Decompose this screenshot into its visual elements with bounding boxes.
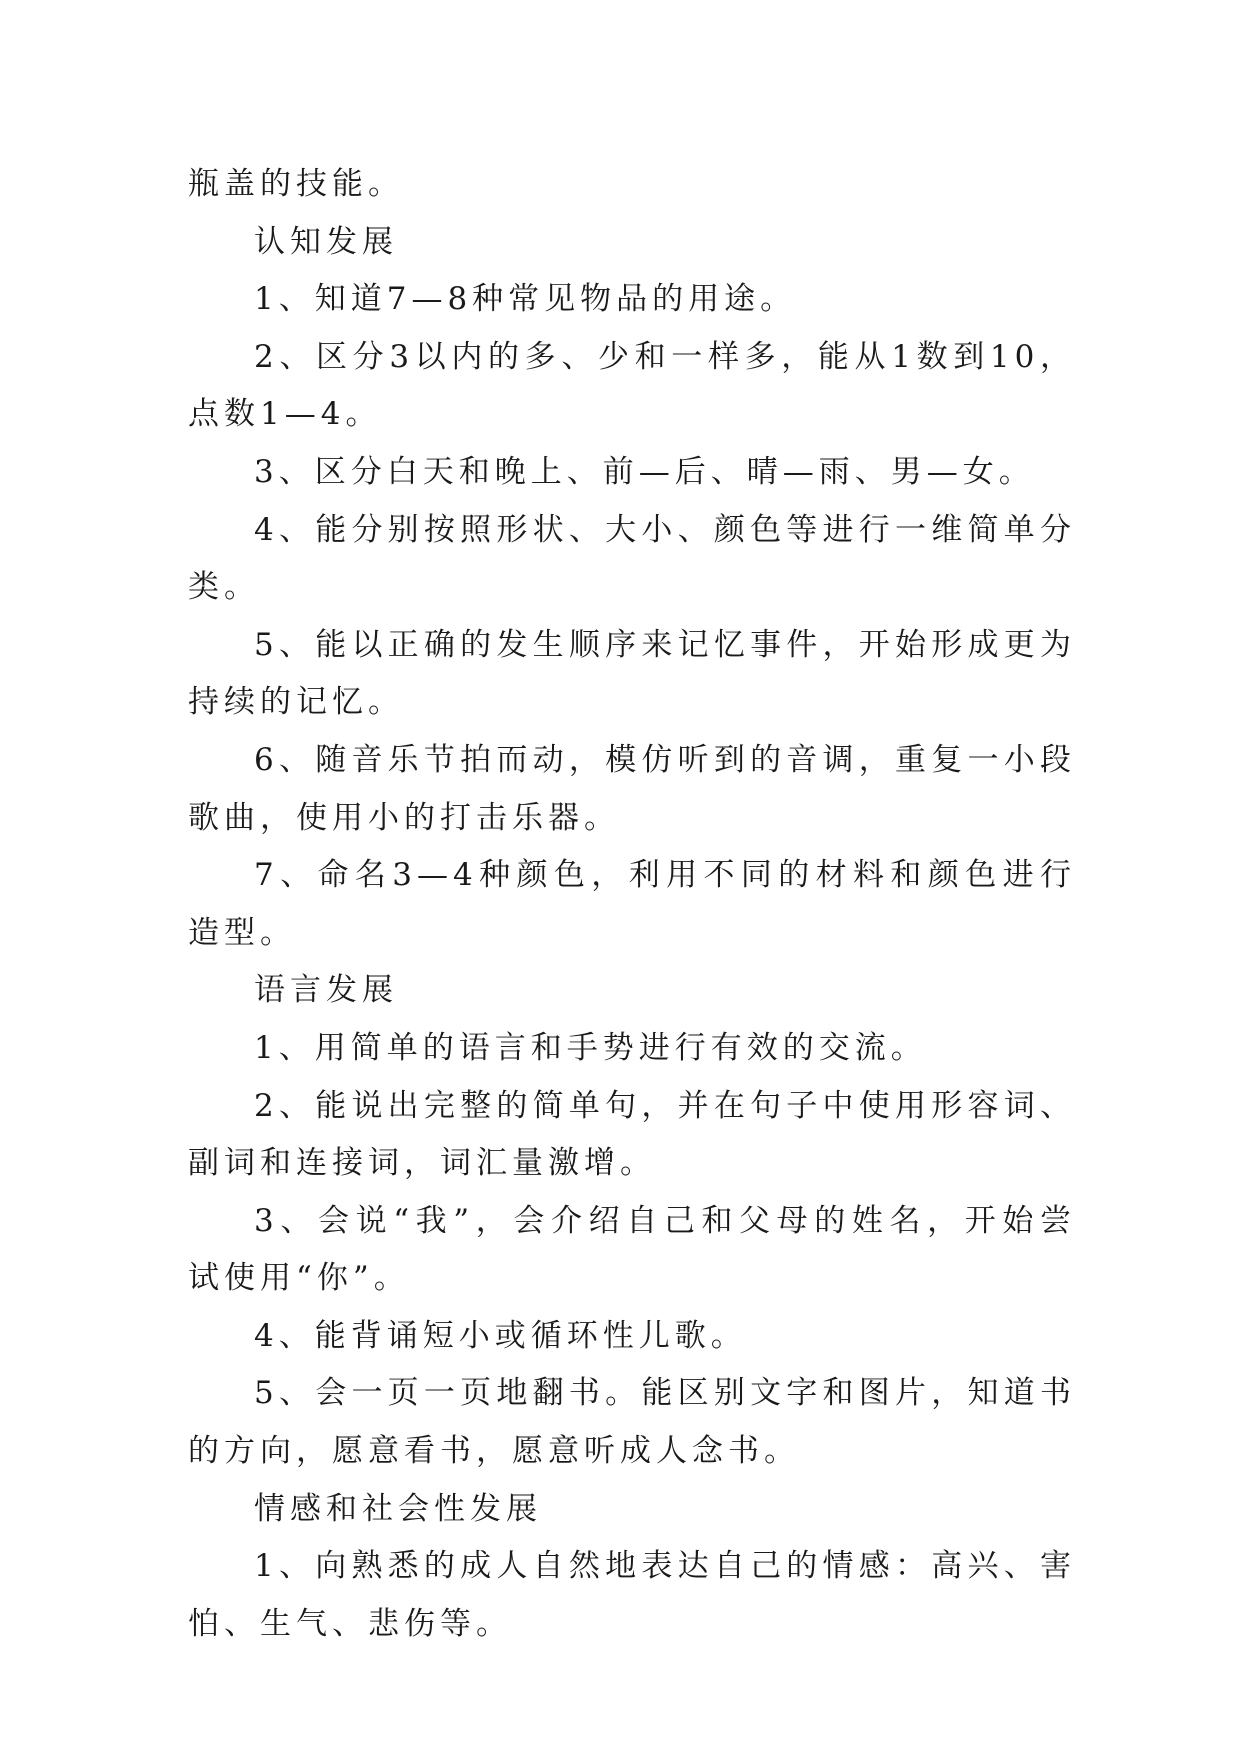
list-item: 1、向熟悉的成人自然地表达自己的情感：高兴、害怕、生气、悲伤等。 (188, 1548, 1076, 1642)
list-item: 5、会一页一页地翻书。能区别文字和图片，知道书的方向，愿意看书，愿意听成人念书。 (188, 1375, 1076, 1470)
list-item: 5、能以正确的发生顺序来记忆事件，开始形成更为持续的记忆。 (188, 626, 1076, 721)
section-heading-emotional-social: 情感和社会性发展 (254, 1490, 542, 1527)
list-item: 3、会说“我”，会介绍自己和父母的姓名，开始尝试使用“你”。 (188, 1202, 1076, 1297)
paragraph-continuation: 瓶盖的技能。 (188, 166, 404, 202)
list-item: 4、能分别按照形状、大小、颜色等进行一维简单分类。 (188, 511, 1076, 606)
section-heading-language: 语言发展 (254, 972, 398, 1009)
document-page (188, 156, 1076, 1653)
list-item: 2、能说出完整的简单句，并在句子中使用形容词、副词和连接词，词汇量激增。 (188, 1087, 1076, 1182)
list-item: 3、区分白天和晚上、前—后、晴—雨、男—女。 (254, 453, 1035, 490)
list-item: 7、命名3—4种颜色，利用不同的材料和颜色进行造型。 (188, 857, 1076, 951)
list-item: 6、随音乐节拍而动，模仿听到的音调，重复一小段歌曲，使用小的打击乐器。 (188, 741, 1076, 836)
list-item: 2、区分3以内的多、少和一样多，能从1数到10，点数1—4。 (188, 338, 1076, 433)
section-heading-cognitive: 认知发展 (254, 223, 398, 260)
list-item: 1、用简单的语言和手势进行有效的交流。 (254, 1029, 927, 1066)
list-item: 4、能背诵短小或循环性儿歌。 (254, 1317, 747, 1354)
list-item: 1、知道7—8种常见物品的用途。 (254, 281, 797, 318)
